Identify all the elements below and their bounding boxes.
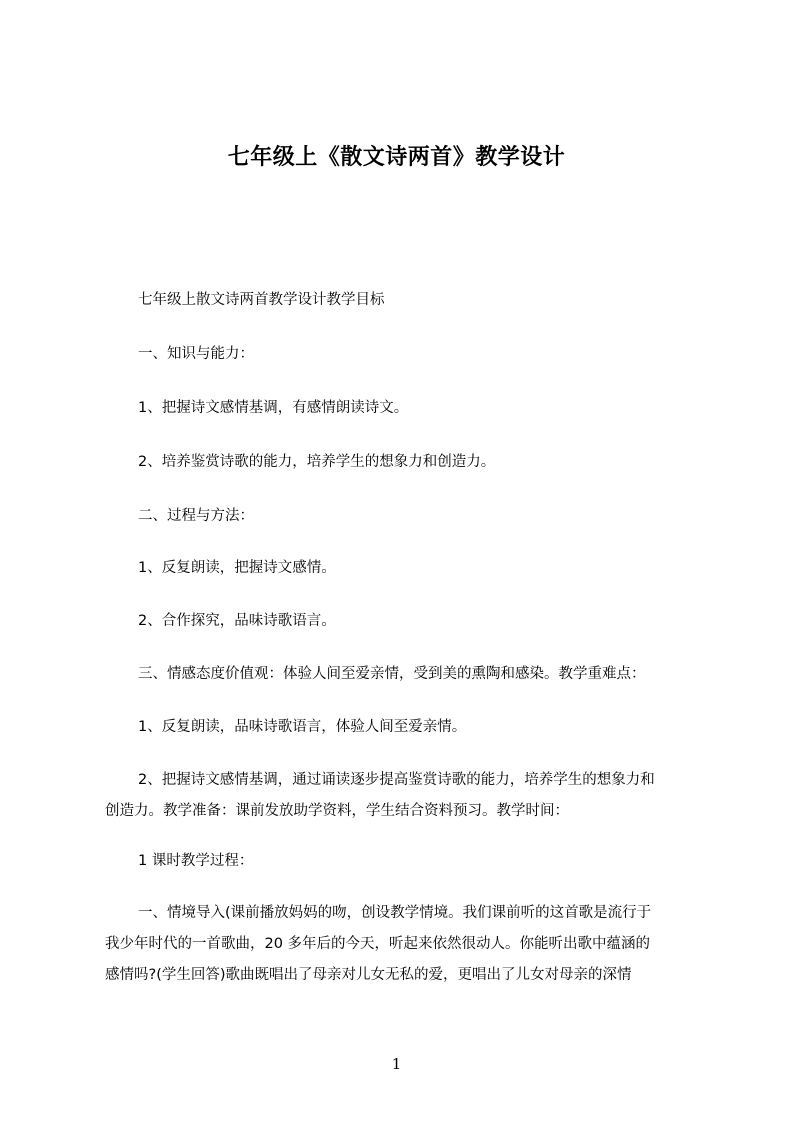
paragraph-process-2: 2、合作探究，品味诗歌语言。 <box>138 613 336 629</box>
text-line: 我少年时代的一首歌曲，20 多年后的今天，听起来依然很动人。你能听出歌中蕴涵的 <box>105 936 651 952</box>
paragraph-key-point-1: 1、反复朗读，品味诗歌语言，体验人间至爱亲情。 <box>138 719 467 735</box>
paragraph-process-1: 1、反复朗读，把握诗文感情。 <box>138 560 336 576</box>
text-line: 2、把握诗文感情基调，通过诵读逐步提高鉴赏诗歌的能力，培养学生的想象力和 <box>138 772 655 788</box>
text-line: 创造力。教学准备：课前发放助学资料，学生结合资料预习。教学时间： <box>105 803 569 819</box>
paragraph-knowledge-1: 1、把握诗文感情基调，有感情朗读诗文。 <box>138 400 409 416</box>
paragraph-class-hours: 1 课时教学过程： <box>138 853 254 869</box>
paragraph-knowledge-heading: 一、知识与能力： <box>138 346 254 362</box>
paragraph-process-heading: 二、过程与方法： <box>138 508 254 524</box>
paragraph-introduction <box>105 898 710 991</box>
paragraph-knowledge-2: 2、培养鉴赏诗歌的能力，培养学生的想象力和创造力。 <box>138 454 496 470</box>
paragraph-objectives-heading: 七年级上散文诗两首教学设计教学目标 <box>138 292 385 308</box>
paragraph-key-point-2 <box>105 765 710 827</box>
page-number: 1 <box>391 1055 402 1073</box>
document-title: 七年级上《散文诗两首》教学设计 <box>227 145 566 170</box>
text-line: 感情吗?(学生回答)歌曲既唱出了母亲对儿女无私的爱，更唱出了儿女对母亲的深情 <box>105 967 632 983</box>
text-line: 一、情境导入(课前播放妈妈的吻，创设教学情境。我们课前听的这首歌是流行于 <box>138 905 652 921</box>
paragraph-attitude: 三、情感态度价值观：体验人间至爱亲情，受到美的熏陶和感染。教学重难点： <box>138 666 646 682</box>
